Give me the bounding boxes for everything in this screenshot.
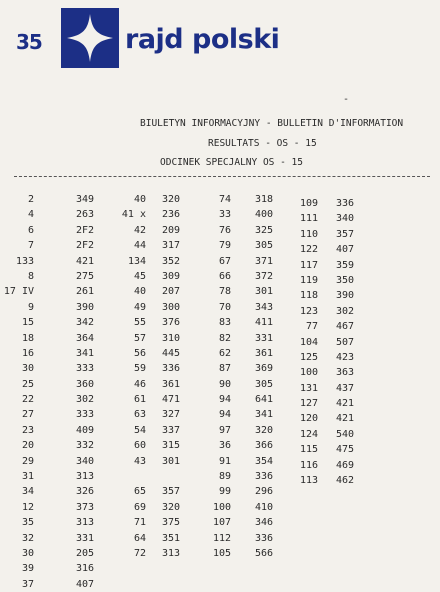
stage-time: 475 bbox=[336, 444, 355, 456]
stage-time: 357 bbox=[162, 486, 181, 498]
stage-time: 332 bbox=[76, 440, 95, 452]
stage-time: 360 bbox=[76, 378, 95, 390]
car-number: 123 bbox=[299, 305, 318, 317]
stage-time: 2F2 bbox=[76, 240, 95, 252]
car-number: 91 bbox=[218, 455, 231, 467]
stage-time: 371 bbox=[255, 255, 274, 267]
stage-time: 341 bbox=[76, 347, 95, 359]
stage-time: 326 bbox=[76, 486, 95, 498]
stage-time: 361 bbox=[162, 378, 181, 390]
car-number: 87 bbox=[218, 363, 231, 375]
stage-time: 354 bbox=[255, 455, 274, 467]
stage-time: 205 bbox=[76, 547, 95, 559]
stage-time: 333 bbox=[76, 409, 95, 421]
stage-time: 411 bbox=[255, 317, 274, 329]
car-number: 100 bbox=[299, 367, 318, 379]
stage-time: 445 bbox=[162, 347, 181, 359]
stage-time: 325 bbox=[255, 224, 274, 236]
car-number: 56 bbox=[133, 347, 146, 359]
dashed-divider bbox=[14, 176, 430, 177]
stage-time: 409 bbox=[76, 424, 95, 436]
car-number: 29 bbox=[21, 455, 34, 467]
car-number: 22 bbox=[21, 394, 34, 406]
rally-title: rajd polski bbox=[125, 24, 280, 55]
car-number: 113 bbox=[299, 475, 318, 487]
stage-time: 369 bbox=[255, 363, 274, 375]
stage-time: 372 bbox=[255, 270, 274, 282]
stage-time: 375 bbox=[162, 517, 181, 529]
stage-time: 421 bbox=[336, 413, 355, 425]
car-number: 54 bbox=[133, 424, 146, 436]
stage-time: 305 bbox=[255, 378, 274, 390]
stage-time: 390 bbox=[76, 301, 95, 313]
corner-mark: - bbox=[343, 94, 350, 105]
car-number: 118 bbox=[299, 290, 318, 302]
car-number: 62 bbox=[218, 347, 231, 359]
stage-time: 209 bbox=[162, 224, 181, 236]
stage-time: 471 bbox=[162, 394, 181, 406]
stage-time: 313 bbox=[76, 471, 95, 483]
stage-time: 359 bbox=[336, 259, 355, 271]
car-number: 99 bbox=[218, 486, 231, 498]
car-number: 60 bbox=[133, 440, 146, 452]
car-number: 34 bbox=[21, 486, 34, 498]
car-number: 122 bbox=[299, 244, 318, 256]
car-number: 40 bbox=[133, 194, 146, 205]
car-number: 111 bbox=[299, 213, 318, 225]
car-number: 70 bbox=[218, 301, 231, 313]
car-number: 110 bbox=[299, 228, 318, 240]
car-number: 30 bbox=[21, 363, 34, 375]
stage-time: 346 bbox=[255, 517, 274, 529]
car-number: 82 bbox=[218, 332, 231, 344]
car-number: 59 bbox=[133, 363, 146, 375]
stage-time: 437 bbox=[336, 382, 355, 394]
car-number: 97 bbox=[218, 424, 231, 436]
stage-time: 320 bbox=[255, 424, 274, 436]
car-number: 41 x bbox=[121, 209, 146, 221]
car-number: 116 bbox=[299, 459, 318, 471]
stage-time: 407 bbox=[76, 578, 95, 590]
stage-time: 376 bbox=[162, 317, 181, 329]
stage-time: 301 bbox=[255, 286, 274, 298]
car-number: 67 bbox=[218, 255, 231, 267]
car-number: 105 bbox=[212, 547, 231, 559]
car-number: 76 bbox=[218, 224, 231, 236]
stage-time: 469 bbox=[336, 459, 355, 471]
car-number: 23 bbox=[21, 424, 34, 436]
stage-time: 331 bbox=[255, 332, 274, 344]
stage-time: 305 bbox=[255, 240, 274, 252]
stage-time: 361 bbox=[255, 347, 274, 359]
edition-number: 35 bbox=[16, 30, 42, 54]
stage-heading: ODCINEK SPECJALNY OS - 15 bbox=[160, 157, 303, 168]
stage-time: 340 bbox=[76, 455, 95, 467]
car-number: 12 bbox=[21, 501, 34, 513]
stage-time: 310 bbox=[162, 332, 181, 344]
car-number: 7 bbox=[27, 240, 34, 252]
stage-time: 336 bbox=[336, 198, 355, 209]
stage-time: 342 bbox=[76, 317, 95, 329]
stage-time: 341 bbox=[255, 409, 274, 421]
stage-time: 507 bbox=[336, 336, 355, 348]
car-number: 2 bbox=[27, 194, 34, 205]
car-number: 44 bbox=[133, 240, 146, 252]
car-number: 33 bbox=[218, 209, 231, 221]
stage-time: 340 bbox=[336, 213, 355, 225]
stage-time: 318 bbox=[255, 194, 274, 205]
stage-time: 352 bbox=[162, 255, 181, 267]
car-number: 6 bbox=[27, 224, 34, 236]
stage-time: 351 bbox=[162, 532, 181, 544]
stage-time: 301 bbox=[162, 455, 181, 467]
stage-time: 300 bbox=[162, 301, 181, 313]
car-number: 37 bbox=[21, 578, 34, 590]
stage-time: 236 bbox=[162, 209, 181, 221]
car-number: 43 bbox=[133, 455, 146, 467]
stage-time: 327 bbox=[162, 409, 181, 421]
results-heading: RESULTATS - OS - 15 bbox=[208, 138, 317, 149]
stage-time: 540 bbox=[336, 428, 355, 440]
stage-time: 315 bbox=[162, 440, 181, 452]
car-number: 31 bbox=[21, 471, 34, 483]
stage-time: 421 bbox=[76, 255, 95, 267]
car-number: 8 bbox=[27, 270, 34, 282]
car-number: 79 bbox=[218, 240, 231, 252]
stage-time: 400 bbox=[255, 209, 274, 221]
car-number: 46 bbox=[133, 378, 146, 390]
car-number: 69 bbox=[133, 501, 146, 513]
car-number: 77 bbox=[305, 321, 318, 333]
stage-time: 343 bbox=[255, 301, 274, 313]
stage-time: 357 bbox=[336, 228, 355, 240]
car-number: 45 bbox=[133, 270, 146, 282]
stage-time: 309 bbox=[162, 270, 181, 282]
stage-time: 275 bbox=[76, 270, 95, 282]
car-number: 65 bbox=[133, 486, 146, 498]
car-number: 89 bbox=[218, 471, 231, 483]
car-number: 109 bbox=[299, 198, 318, 209]
stage-time: 423 bbox=[336, 351, 355, 363]
car-number: 112 bbox=[212, 532, 231, 544]
stage-time: 467 bbox=[336, 321, 355, 333]
stage-time: 316 bbox=[76, 563, 95, 575]
stage-time: 207 bbox=[162, 286, 181, 298]
stage-time: 2F2 bbox=[76, 224, 95, 236]
car-number: 9 bbox=[27, 301, 34, 313]
bulletin-title: BIULETYN INFORMACYJNY - BULLETIN D'INFORMATION bbox=[140, 118, 404, 129]
car-number: 40 bbox=[133, 286, 146, 298]
stage-time: 366 bbox=[255, 440, 274, 452]
stage-time: 296 bbox=[255, 486, 274, 498]
car-number: 125 bbox=[299, 351, 318, 363]
stage-time: 410 bbox=[255, 501, 274, 513]
car-number: 61 bbox=[133, 394, 146, 406]
car-number: 63 bbox=[133, 409, 146, 421]
stage-time: 302 bbox=[336, 305, 355, 317]
car-number: 25 bbox=[21, 378, 34, 390]
car-number: 66 bbox=[218, 270, 231, 282]
car-number: 36 bbox=[218, 440, 231, 452]
car-number: 17 IV bbox=[3, 286, 34, 298]
car-number: 55 bbox=[133, 317, 146, 329]
car-number: 119 bbox=[299, 274, 318, 286]
stage-time: 350 bbox=[336, 274, 355, 286]
car-number: 71 bbox=[133, 517, 146, 529]
stage-time: 263 bbox=[76, 209, 95, 221]
stage-time: 641 bbox=[255, 394, 274, 406]
car-number: 20 bbox=[21, 440, 34, 452]
car-number: 124 bbox=[299, 428, 318, 440]
stage-time: 331 bbox=[76, 532, 95, 544]
stage-time: 317 bbox=[162, 240, 181, 252]
stage-time: 261 bbox=[76, 286, 95, 298]
stage-time: 337 bbox=[162, 424, 181, 436]
car-number: 107 bbox=[212, 517, 231, 529]
car-number: 94 bbox=[218, 394, 231, 406]
car-number: 78 bbox=[218, 286, 231, 298]
car-number: 134 bbox=[127, 255, 146, 267]
car-number: 117 bbox=[299, 259, 318, 271]
car-number: 90 bbox=[218, 378, 231, 390]
stage-time: 313 bbox=[76, 517, 95, 529]
car-number: 18 bbox=[21, 332, 34, 344]
car-number: 74 bbox=[218, 194, 231, 205]
car-number: 127 bbox=[299, 398, 318, 410]
stage-time: 373 bbox=[76, 501, 95, 513]
car-number: 4 bbox=[27, 209, 34, 221]
car-number: 57 bbox=[133, 332, 146, 344]
car-number: 94 bbox=[218, 409, 231, 421]
stage-time: 407 bbox=[336, 244, 355, 256]
stage-time: 333 bbox=[76, 363, 95, 375]
stage-time: 336 bbox=[162, 363, 181, 375]
car-number: 104 bbox=[299, 336, 318, 348]
car-number: 115 bbox=[299, 444, 318, 456]
car-number: 120 bbox=[299, 413, 318, 425]
car-number: 72 bbox=[133, 547, 146, 559]
car-number: 131 bbox=[299, 382, 318, 394]
car-number: 32 bbox=[21, 532, 34, 544]
car-number: 16 bbox=[21, 347, 34, 359]
car-number: 35 bbox=[21, 517, 34, 529]
stage-time: 320 bbox=[162, 194, 181, 205]
stage-time: 313 bbox=[162, 547, 181, 559]
car-number: 39 bbox=[21, 563, 34, 575]
car-number: 83 bbox=[218, 317, 231, 329]
stage-time: 349 bbox=[76, 194, 95, 205]
stage-time: 390 bbox=[336, 290, 355, 302]
car-number: 64 bbox=[133, 532, 146, 544]
car-number: 15 bbox=[21, 317, 34, 329]
stage-time: 336 bbox=[255, 471, 274, 483]
stage-time: 320 bbox=[162, 501, 181, 513]
stage-time: 462 bbox=[336, 475, 355, 487]
stage-time: 364 bbox=[76, 332, 95, 344]
car-number: 100 bbox=[212, 501, 231, 513]
stage-time: 336 bbox=[255, 532, 274, 544]
car-number: 49 bbox=[133, 301, 146, 313]
car-number: 30 bbox=[21, 547, 34, 559]
car-number: 133 bbox=[15, 255, 34, 267]
stage-time: 566 bbox=[255, 547, 274, 559]
stage-time: 302 bbox=[76, 394, 95, 406]
car-number: 27 bbox=[21, 409, 34, 421]
stage-time: 421 bbox=[336, 398, 355, 410]
stage-time: 363 bbox=[336, 367, 355, 379]
rally-logo-icon bbox=[61, 8, 119, 68]
car-number: 42 bbox=[133, 224, 146, 236]
